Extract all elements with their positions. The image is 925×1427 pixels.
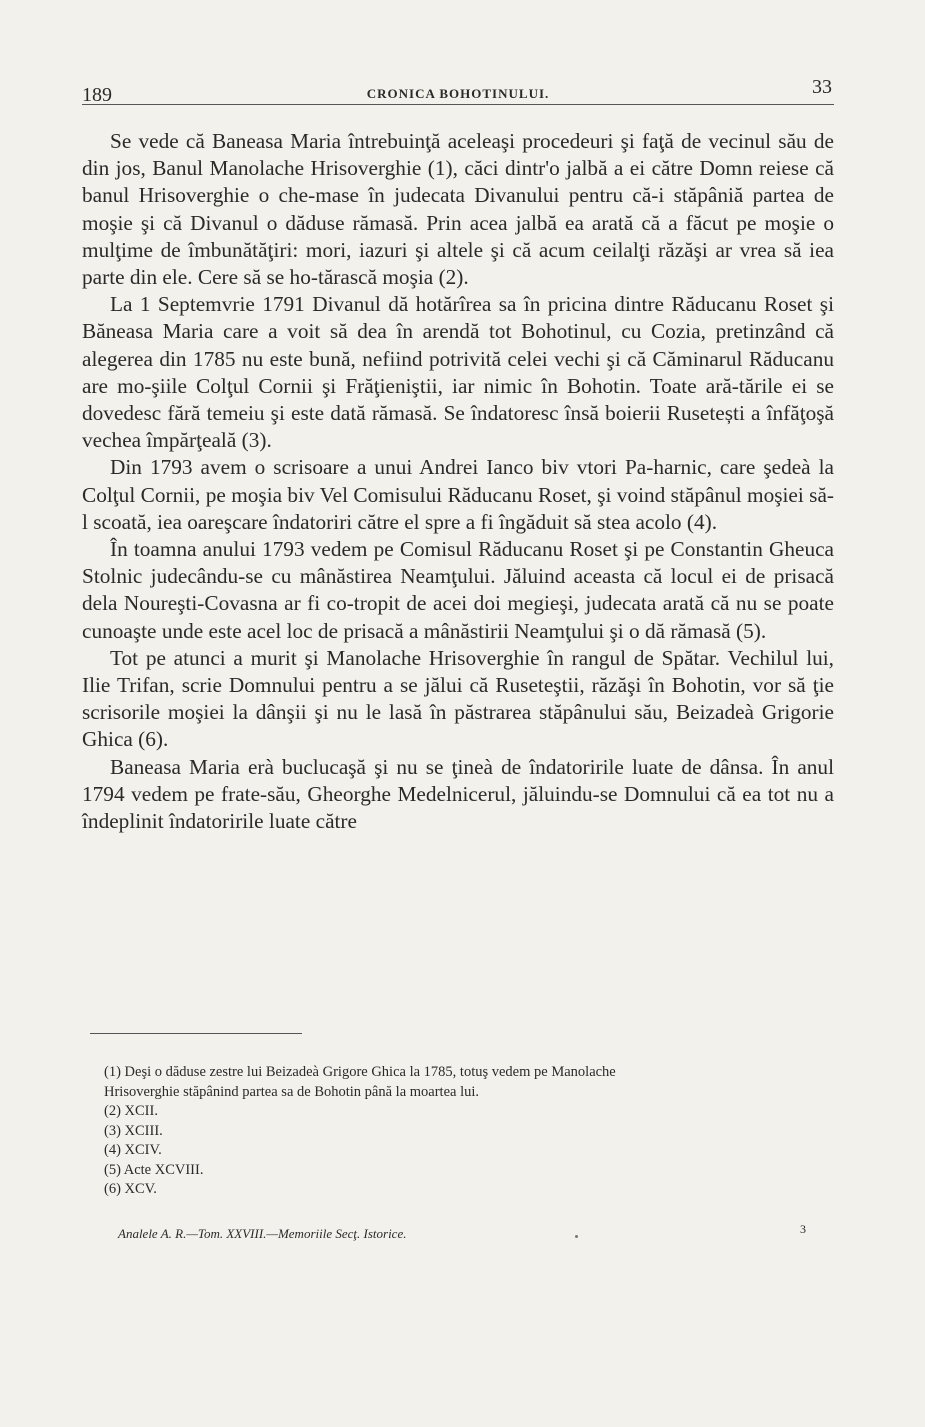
footnote-4: (4) XCIV. <box>104 1142 162 1158</box>
footnote-1: (1) Deşi o dăduse zestre lui Beizadeà Grigore Ghica la 1785, totuş vedem pe Manolache <box>104 1064 616 1080</box>
paragraph: Tot pe atunci a murit şi Manolache Hrisoverghie în rangul de Spătar. Vechilul lui, Ilie Trifan, scrie Domnului pentru a se jălui că Ruseteştii, răzăşi în Bohotin, vor să ţie scrisorile moşiei la dânşii şi nu le lasă în păstrarea stăpânului său, Beizadeà Grigorie Ghica (6). <box>82 645 834 752</box>
signature-line: Analele A. R.—Tom. XXVIII.—Memoriile Secţ. Istorice. <box>118 1226 407 1241</box>
page-number: 33 <box>812 76 832 98</box>
footnotes <box>104 1063 844 1200</box>
paragraph: În toamna anului 1793 vedem pe Comisul Răducanu Roset şi pe Constantin Gheuca Stolnic judecându-se cu mânăstirea Neamţului. Jăluind aceasta că locul ei de prisacă dela Noureşti-Covasna ar fi co-tropit de acei doi megieşi, judecata arată că nu se poate cunoaşte unde este acel loc de prisacă a mânăstirii Neamţului şi o dă rămasă (5). <box>82 537 834 643</box>
paragraph: Din 1793 avem o scrisoare a unui Andrei Ianco biv vtori Pa-harnic, care şedeà la Colţul Cornii, pe moşia biv Vel Comisului Răducanu Roset, şi voind stăpânul moşiei să-l scoată, iea oareşcare îndatoriri către el spre a fi îngăduit să stea acolo (4). <box>82 455 834 534</box>
running-title: CRONICA BOHOTINULUI. <box>366 86 550 101</box>
footnote-2: (2) XCII. <box>104 1103 158 1119</box>
running-header <box>82 74 834 105</box>
paragraph: La 1 Septemvrie 1791 Divanul dă hotărîrea sa în pricina dintre Răducanu Roset şi Băneasa Maria care a voit să dea în arendă tot Bohotinul, cu Cozia, pretinzând că alegerea din 1785 nu este bună, nefiind potrivită celei vechi şi că Căminarul Răducanu are mo-şiile Colţul Cornii şi Frăţieniştii, iar nimic în Bohotin. Toate ară-tările ei se dovedesc fără temeiu şi este dată rămasă. Se îndatoresc însă boierii Rusetești a înfăţoşă vechea împărţeală (3). <box>82 292 834 453</box>
signature-number: 3 <box>800 1222 806 1236</box>
footnote-5: (5) Acte XCVIII. <box>104 1161 204 1178</box>
paragraph: Se vede că Baneasa Maria întrebuinţă aceleaşi procedeuri şi faţă de vecinul său de din jos, Banul Manolache Hrisoverghie (1), căci dintr'o jalbă a ei către Domn reiese că banul Hrisoverghie o che-mase în judecata Divanului pentru că-i stăpâniă partea de moşie şi că Divanul o dăduse rămasă. Prin acea jalbă ea arată că a făcut pe moşie o mulţime de îmbunătăţiri: mori, iazuri şi altele şi că acum ceilalţi răzăşi ar vrea să iea parte din ele. Cere să se ho-tărască moşia (2). <box>82 129 834 290</box>
footnote-separator <box>90 1033 302 1034</box>
body-text <box>82 128 834 835</box>
footnote-1-continuation: Hrisoverghie stăpânind partea sa de Bohotin până la moartea lui. <box>104 1083 480 1100</box>
footnote-3: (3) XCIII. <box>104 1122 163 1139</box>
header-left-number: 189 <box>82 84 112 106</box>
print-speck <box>575 1235 578 1238</box>
paragraph: Baneasa Maria erà buclucaşă şi nu se ţineà de îndatoririle luate de dânsa. În anul 1794 vedem pe frate-său, Gheorghe Medelnicerul, jăluindu-se Domnului că ea tot nu a îndeplinit îndatoririle luate către <box>82 754 834 834</box>
footnote-6: (6) XCV. <box>104 1181 157 1197</box>
